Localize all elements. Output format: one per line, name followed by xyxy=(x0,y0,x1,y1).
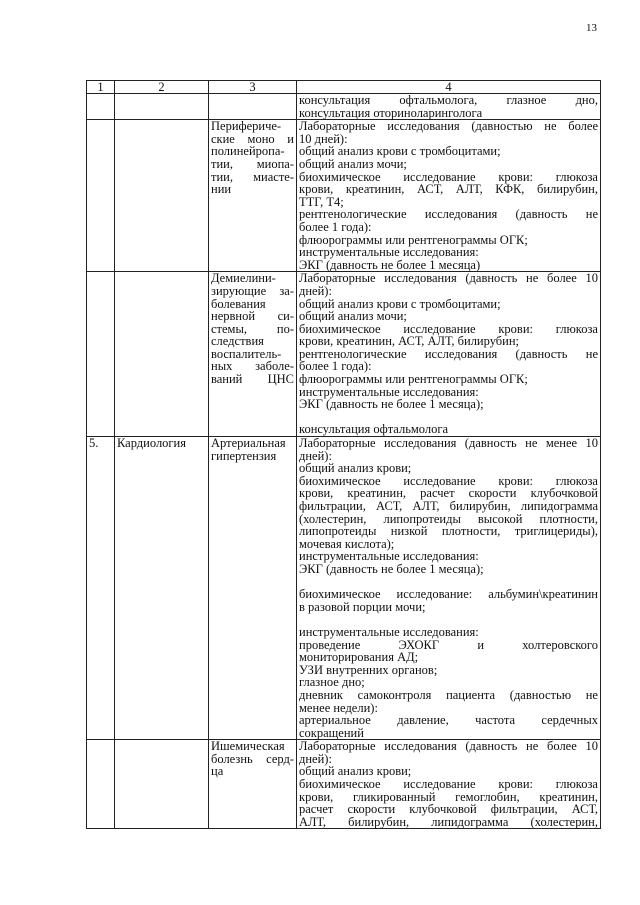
examination-line: общий анализ крови; xyxy=(299,764,412,779)
disease-line: тии, миасте- xyxy=(211,169,294,184)
specialty-cell xyxy=(115,120,209,272)
examination-line: рентгенологические исследования (давность не xyxy=(299,207,598,222)
examination-line: консультация оториноларинголога xyxy=(299,105,483,120)
examination-line: крови, креатинин, АСТ, АЛТ, КФК, билирубин, xyxy=(299,182,598,197)
row-number-cell xyxy=(87,272,115,437)
examination-line: крови, креатинин, расчет скорости клубочковой xyxy=(299,486,598,501)
examination-line: ЭКГ (давность не более 1 месяца); xyxy=(299,397,484,412)
examination-line: инструментальные исследования: xyxy=(299,384,479,399)
table-row xyxy=(87,437,601,740)
examination-line: инструментальные исследования: xyxy=(299,549,479,564)
disease-line: полинейропа- xyxy=(211,144,285,159)
examination-line: сокращений xyxy=(299,725,364,740)
examination-line: Лабораторные исследования (давность не более 10 xyxy=(299,739,598,754)
examination-line: общий анализ крови; xyxy=(299,461,412,476)
examination-line: фильтрации, АСТ, АЛТ, билирубин, липидограмма xyxy=(299,499,598,513)
disease-line: нервной си- xyxy=(211,309,294,324)
disease-line: гипертензия xyxy=(211,448,277,463)
disease-line: болевания xyxy=(211,296,266,311)
disease-cell xyxy=(209,120,297,272)
examination-line: мониторирования АД; xyxy=(299,650,419,665)
disease-line: Ишемическая xyxy=(211,739,285,754)
row-number-cell xyxy=(87,94,115,120)
examination-line: биохимическое исследование крови: глюкоза xyxy=(299,169,598,184)
disease-cell xyxy=(209,272,297,437)
examination-line: Лабораторные исследования (давность не более 10 xyxy=(299,271,598,286)
examination-line: инструментальные исследования: xyxy=(299,624,479,639)
table-header-row xyxy=(87,81,601,94)
header-cell-1: 1 xyxy=(87,81,115,94)
disease-line: болезнь серд- xyxy=(211,751,294,766)
examination-line: ЭКГ (давность не более 1 месяца); xyxy=(299,561,484,576)
examination-line: АЛТ, билирубин, липидограмма (холестерин, xyxy=(299,814,598,829)
disease-line: Перифериче- xyxy=(211,119,282,134)
examination-line: биохимическое исследование крови: глюкоза xyxy=(299,321,598,336)
disease-line: следствия xyxy=(211,334,264,349)
examination-line: ТТГ, Т4; xyxy=(299,194,344,209)
table-row xyxy=(87,272,601,437)
examination-line: проведение ЭХОКГ и холтеровского xyxy=(299,637,598,652)
disease-cell xyxy=(209,740,297,829)
examination-line: флюорограммы или рентгенограммы ОГК; xyxy=(299,372,528,387)
disease-line: воспалитель- xyxy=(211,346,282,361)
examination-line: биохимическое исследование крови: глюкоза xyxy=(299,777,598,792)
row-number-cell: 5. xyxy=(87,437,115,740)
examination-line: биохимическое исследование: альбумин\креатинин xyxy=(299,587,598,602)
examination-line: биохимическое исследование крови: глюкоза xyxy=(299,473,598,488)
examination-line: крови, креатинин, АСТ, АЛТ, билирубин; xyxy=(299,334,520,349)
examinations-cell xyxy=(297,437,601,740)
disease-line: Артериальная xyxy=(211,436,286,451)
examination-line: крови, гликированный гемоглобин, креатинин, xyxy=(299,789,598,804)
disease-line: ваний ЦНС xyxy=(211,372,294,387)
examination-line: ЭКГ (давность не более 1 месяца) xyxy=(299,257,481,272)
examination-line: рентгенологические исследования (давность не xyxy=(299,346,598,361)
disease-line: стемы, по- xyxy=(211,321,294,336)
examination-line: мочевая кислота); xyxy=(299,536,395,551)
examination-line: в разовой порции мочи; xyxy=(299,599,426,614)
disease-cell xyxy=(209,437,297,740)
disease-line: нии xyxy=(211,182,232,197)
examination-line: общий анализ крови с тромбоцитами; xyxy=(299,296,501,311)
examination-line: общий анализ мочи; xyxy=(299,309,407,324)
examination-line: липопротеиды низкой плотности, триглицериды), xyxy=(299,524,598,539)
examination-line: 10 дней): xyxy=(299,131,348,146)
examination-line: дневник самоконтроля пациента (давностью не xyxy=(299,687,598,702)
disease-cell xyxy=(209,94,297,120)
row-number-cell xyxy=(87,740,115,829)
header-cell-3: 3 xyxy=(209,81,297,94)
specialty-cell xyxy=(115,740,209,829)
examinations-cell xyxy=(297,272,601,437)
examination-line: дней): xyxy=(299,448,332,463)
examination-line: инструментальные исследования: xyxy=(299,245,479,260)
disease-line: ские моно и xyxy=(211,131,294,146)
examinations-cell xyxy=(297,94,601,120)
row-number-cell xyxy=(87,120,115,272)
examination-line: расчет скорости клубочковой фильтрации, АСТ, xyxy=(299,802,598,817)
examination-line: Лабораторные исследования (давность не менее 10 xyxy=(299,436,598,451)
disease-line: Демиелини- xyxy=(211,271,276,286)
table-row xyxy=(87,740,601,829)
disease-line: зирующие за- xyxy=(211,283,294,298)
examination-line: дней): xyxy=(299,751,332,766)
table-row xyxy=(87,94,601,120)
examination-line: менее недели): xyxy=(299,700,378,715)
examination-line: Лабораторные исследования (давностью не более xyxy=(299,119,598,134)
specialty-cell xyxy=(115,272,209,437)
examination-line: глазное дно; xyxy=(299,675,365,690)
examination-line: общий анализ мочи; xyxy=(299,156,407,171)
examination-line: дней): xyxy=(299,283,332,298)
table-row xyxy=(87,120,601,272)
page-number: 13 xyxy=(586,22,597,34)
examination-line: (холестерин, липопротеиды высокой плотности, xyxy=(299,511,598,526)
disease-line: тии, миопа- xyxy=(211,156,294,171)
examination-line: консультация офтальмолога, глазное дно, xyxy=(299,93,598,107)
header-cell-2: 2 xyxy=(115,81,209,94)
examination-table xyxy=(86,80,601,829)
examination-line: более 1 года): xyxy=(299,219,372,234)
specialty-cell: Кардиология xyxy=(115,437,209,740)
examination-line: флюорограммы или рентгенограммы ОГК; xyxy=(299,232,528,247)
header-cell-4: 4 xyxy=(297,81,601,94)
disease-line: ных заболе- xyxy=(211,359,294,374)
examination-line: консультация офтальмолога xyxy=(299,422,449,437)
examinations-cell xyxy=(297,740,601,829)
disease-line: ца xyxy=(211,764,224,779)
examination-line: более 1 года): xyxy=(299,359,372,374)
examination-line: УЗИ внутренних органов; xyxy=(299,662,438,677)
examination-line: общий анализ крови с тромбоцитами; xyxy=(299,144,501,159)
examinations-cell xyxy=(297,120,601,272)
table-body xyxy=(87,94,601,829)
specialty-cell xyxy=(115,94,209,120)
examination-line: артериальное давление, частота сердечных xyxy=(299,713,598,728)
